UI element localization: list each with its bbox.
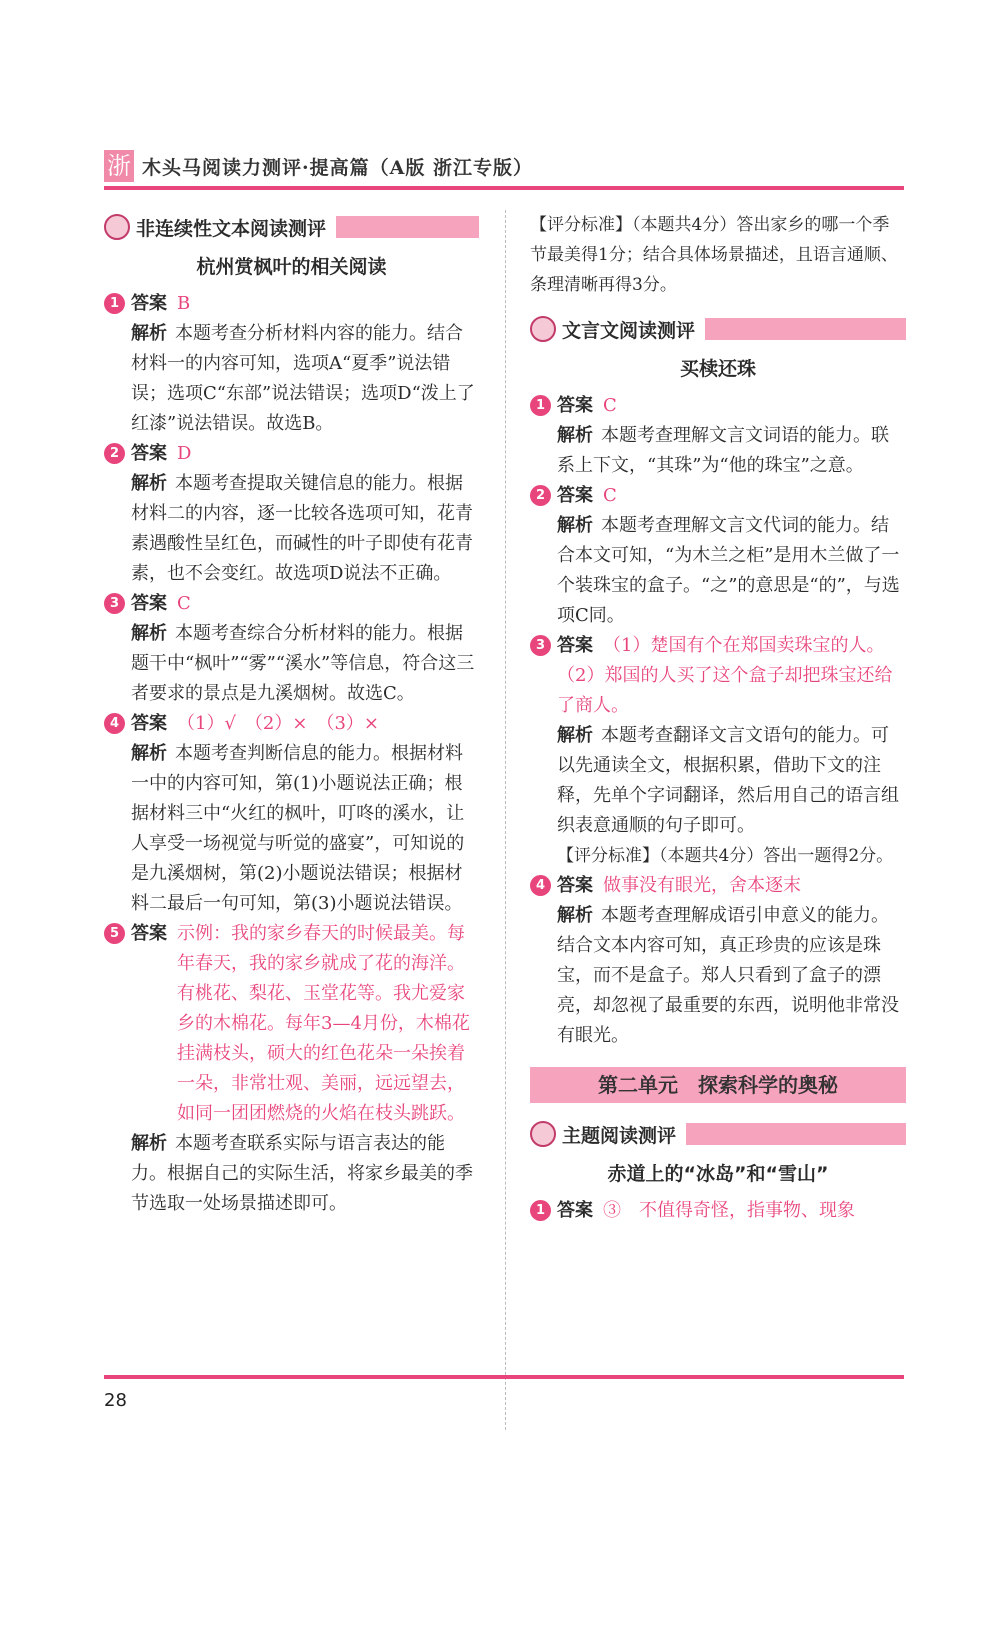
- analysis-label: 解析: [557, 725, 593, 746]
- question-block: [530, 481, 906, 631]
- section-title: 文言文阅读测评: [562, 319, 696, 342]
- analysis-label: 解析: [131, 1133, 167, 1154]
- section-title: 主题阅读测评: [562, 1124, 677, 1147]
- analysis-label: 解析: [131, 323, 167, 344]
- section-bar: [686, 1123, 906, 1145]
- answer-text-2: （2）郑国的人买了这个盒子却把珠宝还给了商人。: [557, 665, 893, 716]
- column-divider: [505, 210, 506, 1430]
- page-header: [104, 150, 904, 190]
- reader-avatar-icon: [530, 316, 556, 342]
- article-title: 买椟还珠: [679, 358, 756, 380]
- question-number: 4: [104, 713, 125, 734]
- analysis-label: 解析: [557, 905, 593, 926]
- answer-text: C: [603, 485, 617, 506]
- analysis-text: 本题考查综合分析材料的能力。根据题干中“枫叶”“雾”“溪水”等信息，符合这三者要求的景点是九溪烟树。故选C。: [131, 623, 475, 704]
- question-number: 3: [530, 635, 551, 656]
- analysis-label: 解析: [557, 425, 593, 446]
- analysis-text: 本题考查理解文言文词语的能力。联系上下文，“其珠”为“他的珠宝”之意。: [557, 425, 889, 476]
- analysis-text: 本题考查分析材料内容的能力。结合材料一的内容可知，选项A“夏季”说法错误；选项C“东部”说法错误；选项D“泼上了红漆”说法错误。故选B。: [131, 323, 475, 434]
- scoring-standard: 【评分标准】（本题共4分）答出一题得2分。: [557, 846, 894, 866]
- section-title: 非连续性文本阅读测评: [136, 217, 327, 240]
- answer-text: （1）√ （2）× （3）×: [177, 713, 379, 734]
- question-block: [104, 589, 479, 709]
- question-number: 5: [104, 923, 125, 944]
- answer-label: 答案: [557, 485, 593, 506]
- answer-label: 答案: [131, 293, 167, 314]
- answer-text: C: [603, 395, 617, 416]
- answer-label: 答案: [131, 923, 167, 944]
- question-block: [104, 289, 479, 439]
- analysis-label: 解析: [131, 623, 167, 644]
- footer-rule: [104, 1375, 904, 1379]
- analysis-text: 本题考查判断信息的能力。根据材料一中的内容可知，第(1)小题说法正确；根据材料三中“火红的枫叶，叮咚的溪水，让人享受一场视觉与听觉的盛宴”，可知说的是九溪烟树，第(2)小题说法错误；根据材料二最后一句可知，第(3)小题说法错误。: [131, 743, 465, 914]
- answer-label: 答案: [557, 875, 593, 896]
- analysis-text: 本题考查翻译文言文语句的能力。可以先通读全文，根据积累，借助下文的注释，先单个字词翻译，然后用自己的语言组织表意通顺的句子即可。: [557, 725, 899, 836]
- question-number: 2: [104, 443, 125, 464]
- question-number: 4: [530, 875, 551, 896]
- answer-text: ③ 不值得奇怪，指事物、现象: [603, 1200, 855, 1221]
- question-block: [530, 391, 906, 481]
- header-rule: [104, 186, 904, 190]
- answer-text: 示例：我的家乡春天的时候最美。每年春天，我的家乡就成了花的海洋。有桃花、梨花、玉堂花等。我尤爱家乡的木棉花。每年3—4月份，木棉花挂满枝头，硕大的红色花朵一朵挨着一朵，非常壮观、美丽，远远望去，如同一团团燃烧的火焰在枝头跳跃。: [177, 923, 470, 1124]
- section-header: [530, 1117, 906, 1151]
- answer-label: 答案: [131, 713, 167, 734]
- analysis-label: 解析: [131, 743, 167, 764]
- question-block: [104, 709, 479, 919]
- province-badge: 浙: [104, 150, 134, 182]
- question-number: 3: [104, 593, 125, 614]
- analysis-label: 解析: [131, 473, 167, 494]
- reader-avatar-icon: [104, 214, 130, 240]
- question-block: [530, 871, 906, 1051]
- question-block: [104, 919, 479, 1219]
- article-title: 赤道上的“冰岛”和“雪山”: [607, 1163, 829, 1185]
- analysis-text: 本题考查理解文言文代词的能力。结合本文可知，“为木兰之柜”是用木兰做了一个装珠宝的盒子。“之”的意思是“的”，与选项C同。: [557, 515, 900, 626]
- scoring-standard: 【评分标准】（本题共4分）答出家乡的哪一个季节最美得1分；结合具体场景描述，且语言通顺、条理清晰再得3分。: [530, 215, 898, 295]
- analysis-text: 本题考查提取关键信息的能力。根据材料二的内容，逐一比较各选项可知，花青素遇酸性呈红色，而碱性的叶子即使有花青素，也不会变红。故选项D说法不正确。: [131, 473, 473, 584]
- reader-avatar-icon: [530, 1121, 556, 1147]
- answer-text: D: [177, 443, 192, 464]
- question-number: 1: [530, 395, 551, 416]
- book-title: 木头马阅读力测评·提高篇（A版 浙江专版）: [142, 157, 533, 179]
- answer-label: 答案: [557, 1200, 593, 1221]
- analysis-text: 本题考查联系实际与语言表达的能力。根据自己的实际生活，将家乡最美的季节选取一处场景描述即可。: [131, 1133, 473, 1214]
- left-column: [104, 210, 479, 1219]
- answer-text: B: [177, 293, 191, 314]
- answer-text: （1）楚国有个在郑国卖珠宝的人。: [603, 635, 885, 656]
- page-number: 28: [104, 1390, 127, 1411]
- question-block: [104, 439, 479, 589]
- answer-text: C: [177, 593, 191, 614]
- unit-banner: 第二单元 探索科学的奥秘: [530, 1067, 906, 1103]
- section-header: [104, 210, 479, 244]
- answer-label: 答案: [131, 593, 167, 614]
- question-number: 1: [104, 293, 125, 314]
- section-bar: [336, 216, 479, 238]
- analysis-label: 解析: [557, 515, 593, 536]
- answer-label: 答案: [557, 635, 593, 656]
- right-column: [530, 210, 906, 1226]
- answer-label: 答案: [557, 395, 593, 416]
- section-bar: [705, 318, 906, 340]
- section-header: [530, 312, 906, 346]
- article-title: 杭州赏枫叶的相关阅读: [196, 256, 387, 278]
- answer-label: 答案: [131, 443, 167, 464]
- question-number: 1: [530, 1200, 551, 1221]
- answer-text: 做事没有眼光，舍本逐末: [603, 875, 801, 896]
- question-block: [530, 631, 906, 871]
- question-number: 2: [530, 485, 551, 506]
- question-block: [530, 1196, 906, 1226]
- analysis-text: 本题考查理解成语引申意义的能力。结合文本内容可知，真正珍贵的应该是珠宝，而不是盒子。郑人只看到了盒子的漂亮，却忽视了最重要的东西，说明他非常没有眼光。: [557, 905, 899, 1046]
